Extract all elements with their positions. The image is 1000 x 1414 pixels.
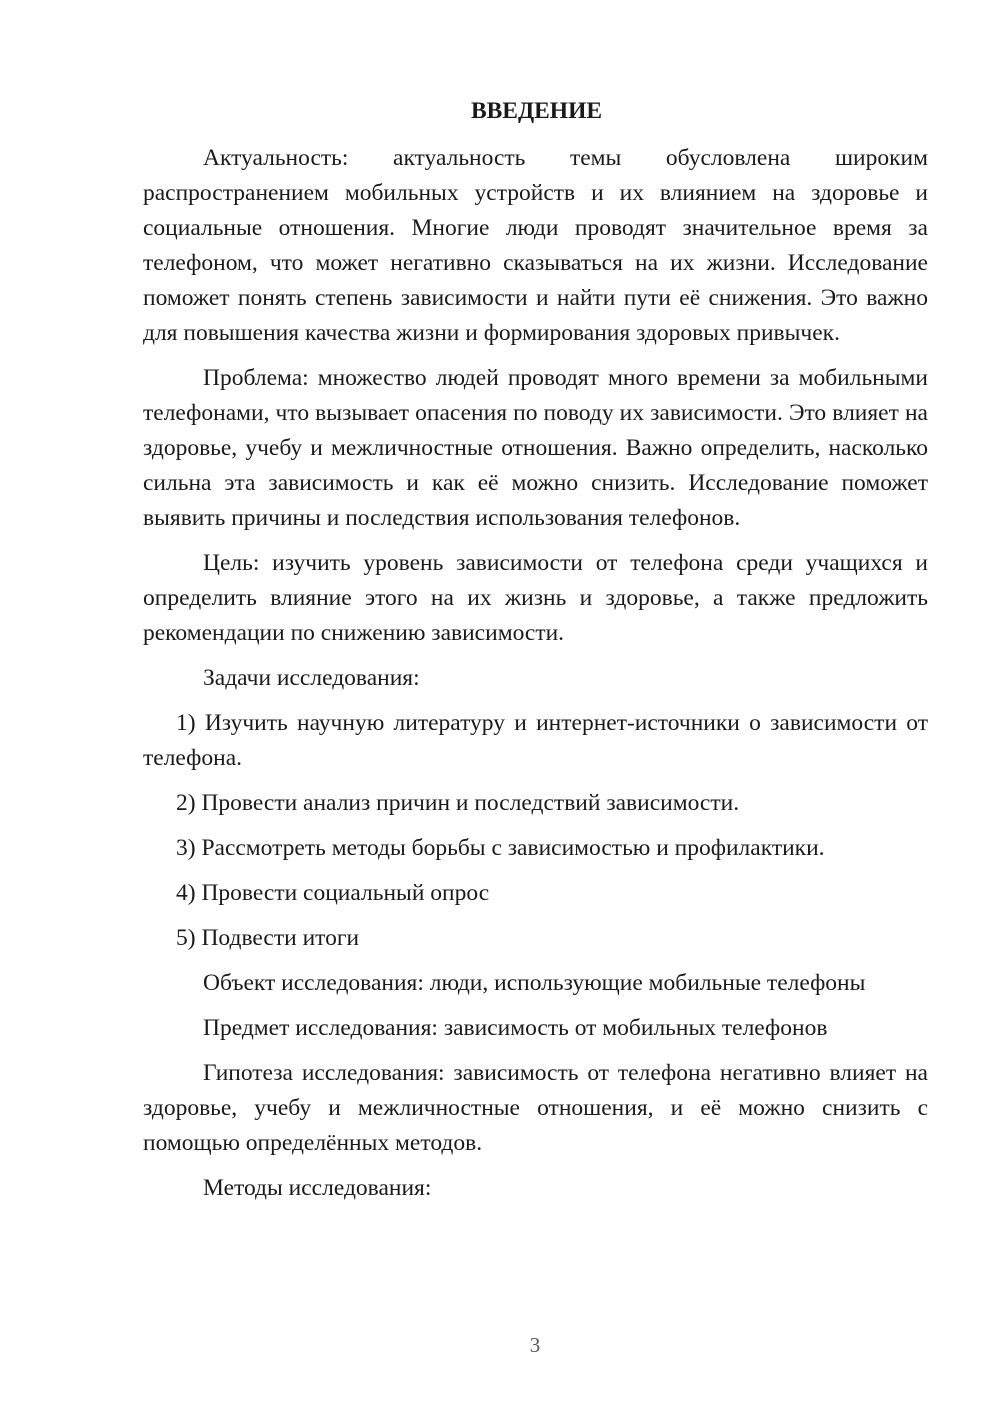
task-item-3: 3) Рассмотреть методы борьбы с зависимостью и профилактики. [176, 835, 825, 861]
task-item-2: 2) Провести анализ причин и последствий зависимости. [176, 790, 740, 816]
methods-title: Методы исследования: [203, 1175, 432, 1201]
task-item-5: 5) Подвести итоги [176, 925, 360, 951]
subject-paragraph: Предмет исследования: зависимость от мобильных телефонов [203, 1015, 828, 1041]
relevance-paragraph: Актуальность: актуальность темы обусловлена широким распространением мобильных устройств и их влиянием на здоровье и социальные отношения. Многие люди проводят значительное время за телефоном, что может негативно сказываться на их жизни. Исследование поможет понять степень зависимости и найти пути её снижения. Это важно для повышения качества жизни и формирования здоровых привычек. [143, 145, 928, 346]
goal-paragraph: Цель: изучить уровень зависимости от телефона среди учащихся и определить влияние этого на их жизнь и здоровье, а также предложить рекомендации по снижению зависимости. [143, 550, 928, 646]
hypothesis-paragraph: Гипотеза исследования: зависимость от телефона негативно влияет на здоровье, учебу и межличностные отношения, и её можно снизить с помощью определённых методов. [143, 1060, 928, 1156]
page-number: 3 [529, 1333, 541, 1357]
tasks-title: Задачи исследования: [203, 665, 420, 691]
document-page [143, 94, 928, 1216]
task-item-4: 4) Провести социальный опрос [176, 880, 490, 906]
section-heading: ВВЕДЕНИЕ [470, 98, 603, 124]
object-paragraph: Объект исследования: люди, использующие мобильные телефоны [203, 970, 866, 996]
task-item-1: 1) Изучить научную литературу и интернет-источники о зависимости от телефона. [143, 710, 928, 771]
problem-paragraph: Проблема: множество людей проводят много времени за мобильными телефонами, что вызывает опасения по поводу их зависимости. Это влияет на здоровье, учебу и межличностные отношения. Важно определить, насколько сильна эта зависимость и как её можно снизить. Исследование поможет выявить причины и последствия использования телефонов. [143, 365, 928, 531]
